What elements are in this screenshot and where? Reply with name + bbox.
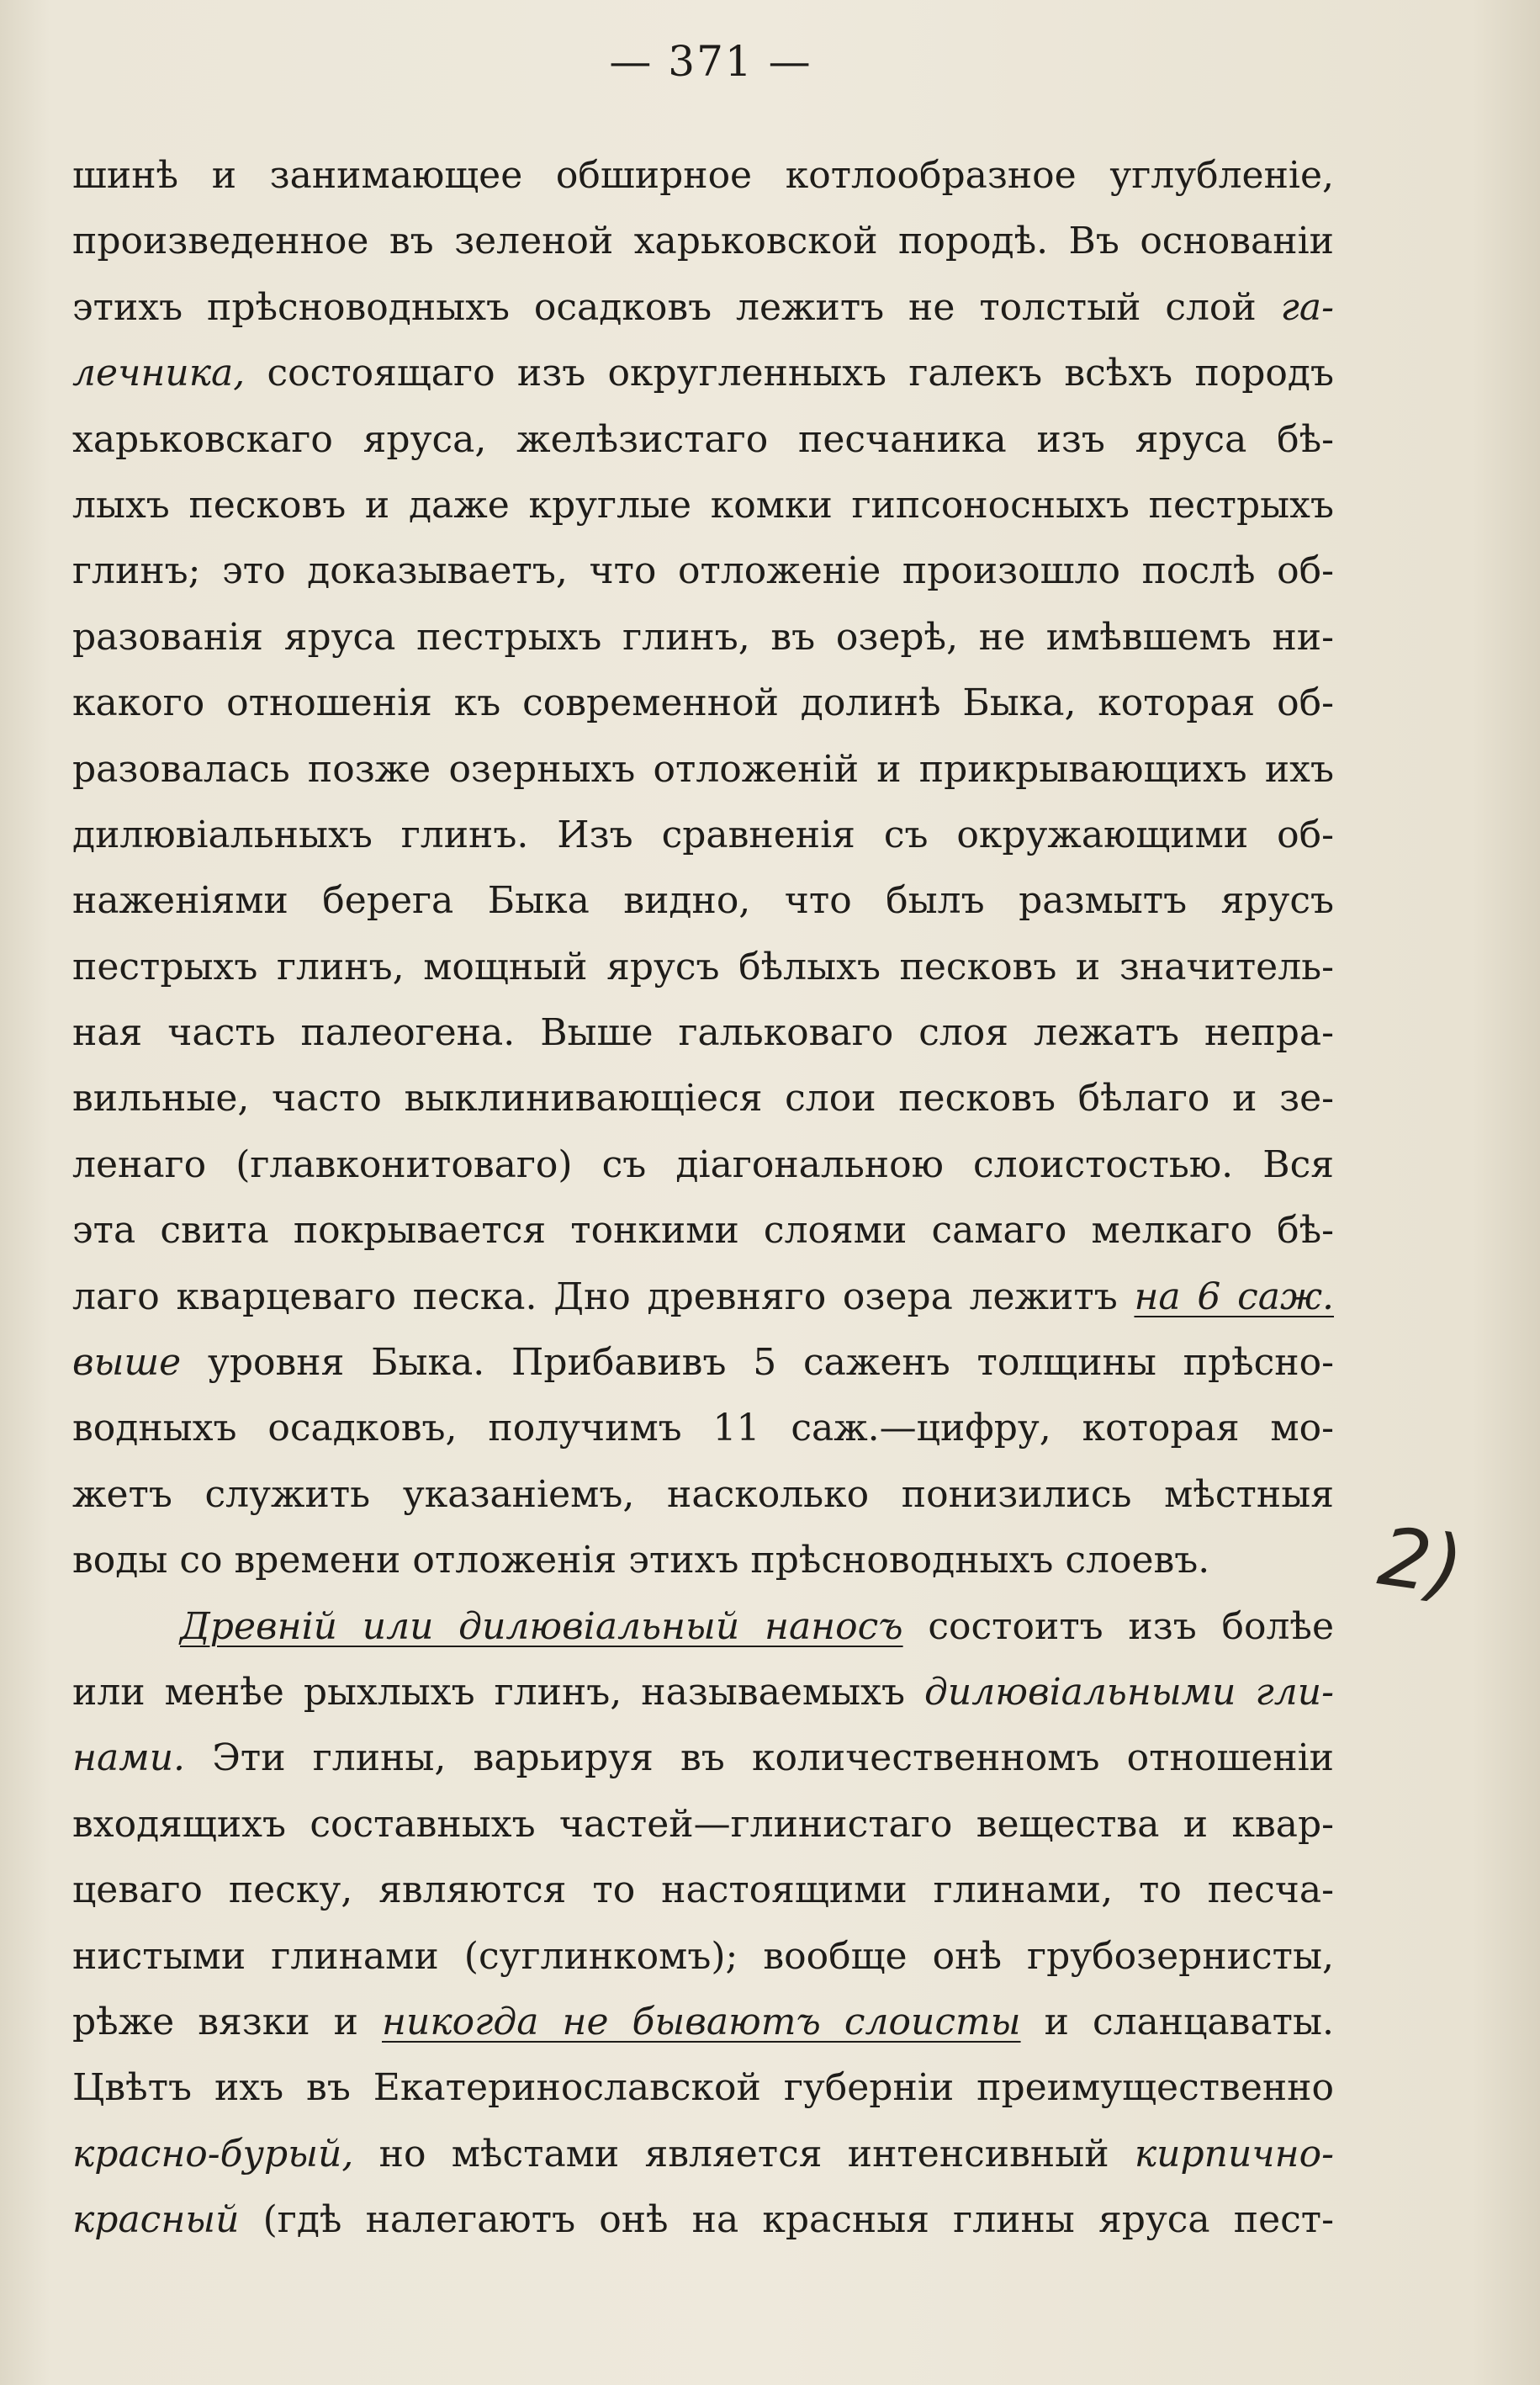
section-heading-term: Древній или дилювіальный наносъ: [180, 1604, 903, 1648]
text-line: шинѣ и занимающее обширное котлообразное углубленіе,: [72, 154, 1334, 197]
text-line: лыхъ песковъ и даже круглые комки гипсоносныхъ пестрыхъ: [72, 483, 1334, 527]
text-line: лечника, состоящаго изъ округленныхъ галекъ всѣхъ породъ: [72, 352, 1334, 395]
text-line: ная часть палеогена. Выше гальковаго слоя лежатъ непра-: [72, 1011, 1334, 1055]
text-line: пестрыхъ глинъ, мощный ярусъ бѣлыхъ песковъ и значитель-: [72, 945, 1334, 988]
text-line: дилювіальныхъ глинъ. Изъ сравненія съ окружающими об-: [72, 813, 1334, 856]
underlined-italic-phrase: никогда не бываютъ слоисты: [382, 2000, 1021, 2043]
underlined-italic-phrase: на 6 саж.: [1134, 1275, 1334, 1318]
text-line: рѣже вязки и никогда не бываютъ слоисты и сланцаваты.: [72, 2000, 1334, 2043]
text-line: красный (гдѣ налегаютъ онѣ на красныя глины яруса пест-: [72, 2198, 1334, 2242]
italic-term: дилювіальными гли-: [924, 1670, 1334, 1714]
page-number: — 371 —: [609, 37, 812, 86]
text-line: харьковскаго яруса, желѣзистаго песчаника изъ яруса бѣ-: [72, 417, 1334, 461]
text-line: разовалась позже озерныхъ отложеній и прикрывающихъ ихъ: [72, 747, 1334, 791]
italic-term: лечника,: [72, 352, 246, 395]
italic-term: красный: [72, 2198, 240, 2242]
italic-term: га-: [1280, 285, 1334, 329]
text-line: водныхъ осадковъ, получимъ 11 саж.—цифру, которая мо-: [72, 1407, 1334, 1450]
text-line: глинъ; это доказываетъ, что отложеніе произошло послѣ об-: [72, 549, 1334, 593]
text-line: цеваго песку, являются то настоящими глинами, то песча-: [72, 1868, 1334, 1912]
text-line: или менѣе рыхлыхъ глинъ, называемыхъ дилювіальными гли-: [72, 1670, 1334, 1714]
text-line: выше уровня Быка. Прибавивъ 5 саженъ толщины прѣсно-: [72, 1341, 1334, 1385]
italic-term: красно-бурый,: [72, 2132, 354, 2176]
text-line: воды со времени отложенія этихъ прѣсноводныхъ слоевъ.: [72, 1539, 1210, 1582]
body-text: [72, 143, 1334, 2254]
italic-term: кирпично-: [1134, 2132, 1334, 2176]
handwritten-margin-mark: 2): [1373, 1508, 1469, 1614]
text-line: вильные, часто выклинивающіеся слои песковъ бѣлаго и зе-: [72, 1077, 1334, 1121]
text-line: Цвѣтъ ихъ въ Екатеринославской губерніи преимущественно: [72, 2066, 1334, 2110]
text-line: какого отношенія къ современной долинѣ Быка, которая об-: [72, 681, 1334, 725]
text-line: произведенное въ зеленой харьковской породѣ. Въ основаніи: [72, 220, 1334, 263]
italic-term: выше: [72, 1341, 182, 1385]
text-line: лаго кварцеваго песка. Дно древняго озера лежитъ на 6 саж.: [72, 1275, 1334, 1318]
text-line: нами. Эти глины, варьируя въ количественномъ отношеніи: [72, 1736, 1334, 1780]
text-line: этихъ прѣсноводныхъ осадковъ лежитъ не толстый слой га-: [72, 285, 1334, 329]
italic-term: нами.: [72, 1736, 186, 1780]
text-line: разованія яруса пестрыхъ глинъ, въ озерѣ, не имѣвшемъ ни-: [72, 615, 1334, 659]
text-line: нистыми глинами (суглинкомъ); вообще онѣ грубозернисты,: [72, 1934, 1334, 1978]
text-line: ленаго (главконитоваго) съ діагональною слоистостью. Вся: [72, 1142, 1334, 1186]
text-line: наженіями берега Быка видно, что былъ размытъ ярусъ: [72, 879, 1334, 923]
text-line: красно-бурый, но мѣстами является интенсивный кирпично-: [72, 2132, 1334, 2176]
text-line: жетъ служить указаніемъ, насколько понизились мѣстныя: [72, 1472, 1334, 1516]
text-line: эта свита покрывается тонкими слоями самаго мелкаго бѣ-: [72, 1209, 1334, 1253]
text-line: Древній или дилювіальный наносъ состоитъ изъ болѣе: [180, 1604, 1334, 1648]
text-line: входящихъ составныхъ частей—глинистаго вещества и квар-: [72, 1802, 1334, 1846]
